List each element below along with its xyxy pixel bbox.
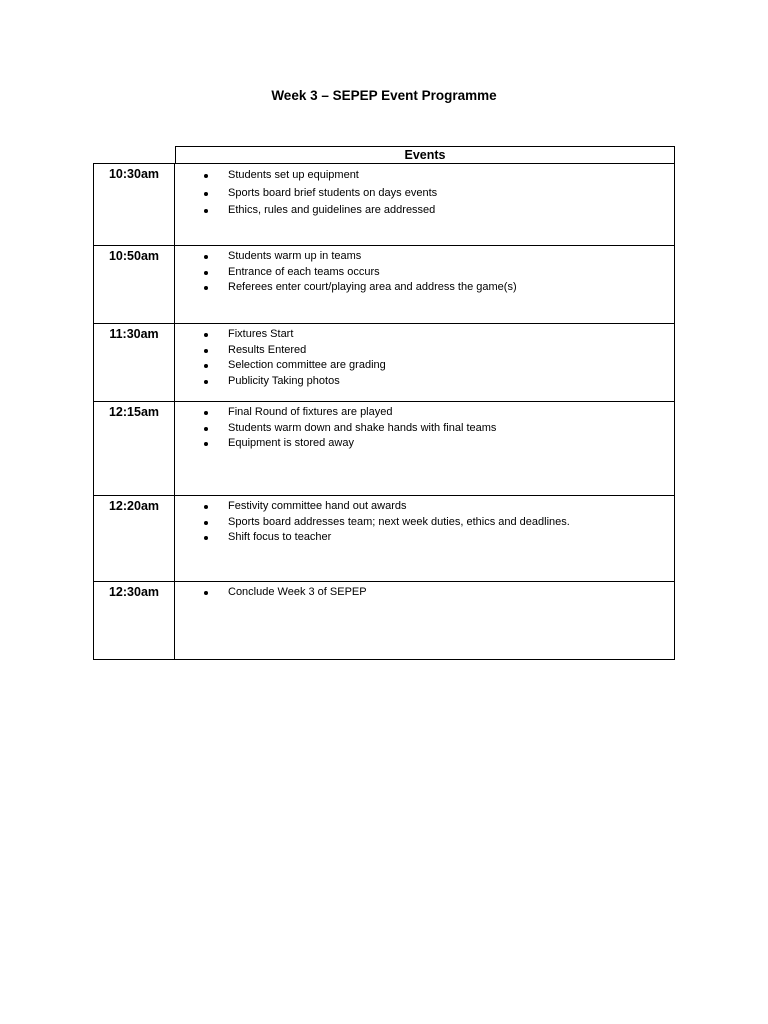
event-schedule-table [93,146,675,660]
list-item: Results Entered [175,343,674,359]
list-item: Shift focus to teacher [175,530,674,546]
events-column-header: Events [175,146,675,163]
time-cell: 11:30am [94,324,175,401]
table-row [94,495,674,581]
list-item: Fixtures Start [175,327,674,343]
table-row [94,581,674,659]
time-cell: 12:20am [94,496,175,581]
list-item: Selection committee are grading [175,358,674,374]
events-cell [175,496,674,581]
time-cell: 10:50am [94,246,175,323]
list-item: Sports board brief students on days events [175,185,674,203]
table-header-row [93,146,675,163]
table-row [94,323,674,401]
events-cell [175,324,674,401]
table-body [93,163,675,660]
events-list [175,499,674,546]
time-cell: 12:30am [94,582,175,659]
list-item: Equipment is stored away [175,436,674,452]
list-item: Ethics, rules and guidelines are addressed [175,202,674,220]
events-list [175,585,674,601]
events-cell [175,246,674,323]
list-item: Final Round of fixtures are played [175,405,674,421]
events-cell [175,164,674,245]
events-list [175,327,674,389]
list-item: Festivity committee hand out awards [175,499,674,515]
table-row [94,164,674,245]
header-spacer [93,146,175,163]
list-item: Publicity Taking photos [175,374,674,390]
list-item: Sports board addresses team; next week duties, ethics and deadlines. [175,515,674,531]
list-item: Conclude Week 3 of SEPEP [175,585,674,601]
list-item: Referees enter court/playing area and address the game(s) [175,280,674,296]
events-list [175,405,674,452]
list-item: Entrance of each teams occurs [175,265,674,281]
list-item: Students warm up in teams [175,249,674,265]
time-cell: 12:15am [94,402,175,495]
list-item: Students warm down and shake hands with final teams [175,421,674,437]
page-title: Week 3 – SEPEP Event Programme [271,88,497,103]
time-cell: 10:30am [94,164,175,245]
table-row [94,401,674,495]
events-list [175,249,674,296]
events-cell [175,402,674,495]
events-list [175,167,674,220]
table-row [94,245,674,323]
events-cell [175,582,674,659]
list-item: Students set up equipment [175,167,674,185]
